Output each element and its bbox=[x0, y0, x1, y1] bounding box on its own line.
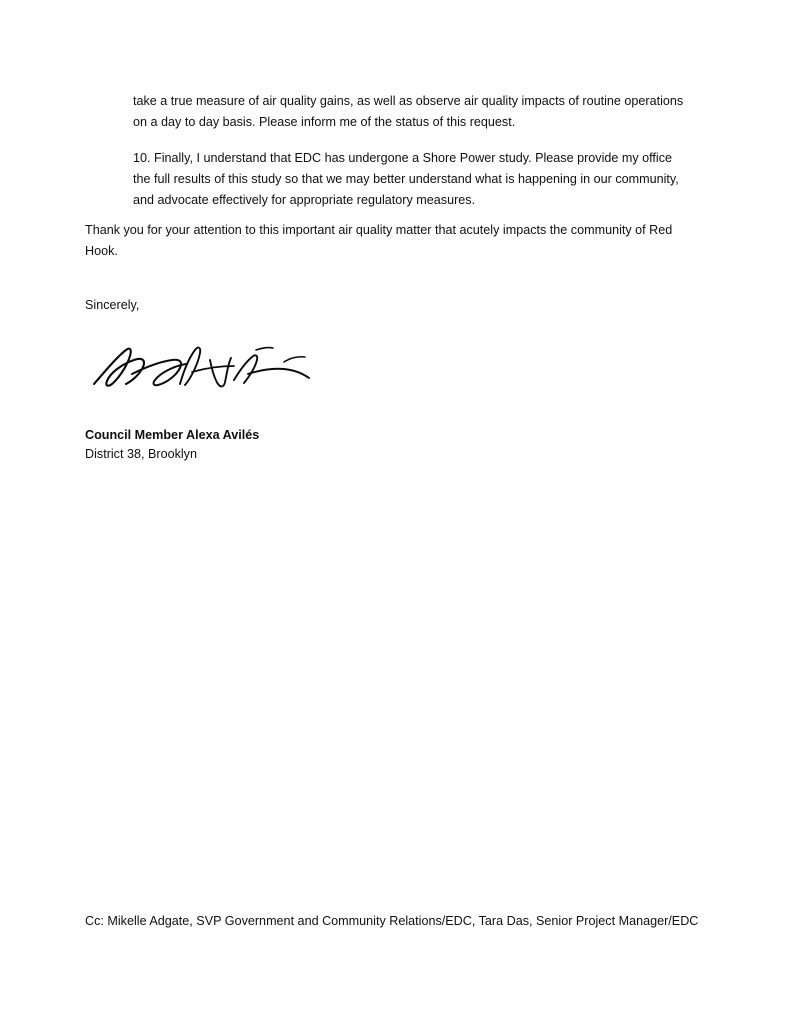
closing-salutation: Sincerely, bbox=[85, 298, 140, 312]
paragraph-text: Thank you for your attention to this important air quality matter that acutely impacts the community of Red Hook. bbox=[85, 223, 673, 258]
signature-image bbox=[88, 340, 318, 400]
paragraph-continuation bbox=[133, 91, 685, 133]
paragraph-item-10 bbox=[133, 148, 685, 211]
signer-district: District 38, Brooklyn bbox=[85, 447, 197, 461]
paragraph-text: 10. Finally, I understand that EDC has undergone a Shore Power study. Please provide my office the full results of this study so that we may better understand what is happening in our community, and advocate effectively for appropriate regulatory measures. bbox=[133, 151, 679, 207]
paragraph-text: take a true measure of air quality gains, as well as observe air quality impacts of routine operations on a day to day basis. Please inform me of the status of this request. bbox=[133, 94, 684, 129]
signer-name: Council Member Alexa Avilés bbox=[85, 428, 260, 442]
cc-line: Cc: Mikelle Adgate, SVP Government and Community Relations/EDC, Tara Das, Senior Project Manager/EDC bbox=[85, 914, 699, 928]
paragraph-thank-you bbox=[85, 220, 685, 262]
